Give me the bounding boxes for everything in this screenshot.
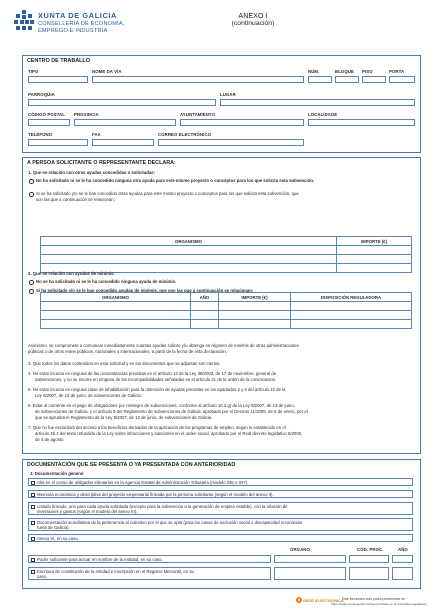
doc-row-tax-census[interactable] <box>28 478 413 486</box>
localidade-field[interactable] <box>308 119 415 126</box>
q2-option-yes-radio[interactable] <box>29 289 34 294</box>
doc-label: inversiones y gastos (según el modelo del anexo III). <box>37 509 138 514</box>
label-tipo: TIPO <box>28 69 39 74</box>
q1-option-yes-label-l2: son las que a continuación se relacionan: <box>36 197 115 202</box>
doc-checkbox[interactable] <box>31 493 35 497</box>
organo-field-2[interactable] <box>274 567 346 580</box>
org-department-line2: EMPREGO E INDUSTRIA <box>38 28 108 34</box>
q2-text: 2. Que en relación con ayudas de minimis: <box>28 271 115 276</box>
q1-option-yes-label-l1: Si se ha solicitado y/o se le han concedido otras ayudas para este mismo proyecto o conceptos para los que solicita esta subvención, que <box>36 191 299 196</box>
org-department-line1: CONSELLERÍA DE ECONOMÍA, <box>38 21 125 27</box>
sede-arrow-icon <box>296 597 302 603</box>
table-row[interactable] <box>41 255 412 264</box>
q2-option-yes-label: Si ha solicitado y/o se le han concedido ayudas de minimis, que son las que a continuación se relacionan: <box>36 288 254 293</box>
declaration-title: A PERSOA SOLICITANTE O REPRESENTANTE DECLARA: <box>27 160 176 166</box>
label-localidade: LOCALIDADE <box>308 112 338 117</box>
statement-4-l1: 4. No estar incursa en ninguna de las circunstancias previstas en el artículo 13 de la Ley 38/2003, de 17 de noviembre, general de <box>28 371 277 376</box>
label-fax: FAX <box>92 132 101 137</box>
minimis-aids-table <box>40 292 412 329</box>
statement-5-l2: Ley 9/2007, de 13 de junio, de subvenciones de Galicia. <box>35 393 142 398</box>
col-organismo: ORGANISMO <box>41 237 337 246</box>
xunta-logo <box>14 10 34 32</box>
label-porta: PORTA <box>389 69 405 74</box>
label-lugar: LUGAR <box>220 92 236 97</box>
doc-row-investment-list[interactable] <box>28 502 413 515</box>
annex-title: ANEXO I <box>238 11 268 20</box>
concello-field[interactable] <box>180 119 304 126</box>
doc-checkbox[interactable] <box>31 505 35 509</box>
col-organismo: ORGANISMO <box>41 293 191 302</box>
ano-field-1[interactable] <box>392 555 413 563</box>
label-email: CORREO ELECTRÓNICO <box>158 132 212 137</box>
parroquia-field[interactable] <box>28 99 216 106</box>
col-cod-proc: CÓD. PROC. <box>357 547 384 552</box>
q1-option-none-label: No ha solicitado ni se le ha concedido ninguna otra ayuda para este mismo proyecto o conceptos para los que solicita esta subvención. <box>36 178 315 183</box>
doc-label: Documentación acreditativa de la pertenencia al colectivo por el que se opta (para los casos de exclusión social o discapacidad reconocida <box>37 520 302 525</box>
doc-label: fuera de Galicia). <box>37 525 70 530</box>
q1-option-none-radio[interactable] <box>29 179 34 184</box>
label-parroquia: PARROQUIA <box>28 92 55 97</box>
col-ano: AÑO <box>191 293 219 302</box>
annex-subtitle: (continuación) <box>231 20 275 27</box>
num-field[interactable] <box>308 76 332 83</box>
col-importe: IMPORTE (€) <box>337 237 412 246</box>
statement-5-l1: 5. No estar incursa en ninguna clase de inhabilitación para la obtención de ayudas previstas en los apartados 2 y 3 del artículo 10 de la <box>28 387 286 392</box>
lugar-field[interactable] <box>220 99 415 106</box>
other-aids-table <box>40 236 412 273</box>
cp-field[interactable] <box>28 119 70 126</box>
ano-field-2[interactable] <box>392 567 413 580</box>
label-bloque: BLOQUE <box>335 69 354 74</box>
label-cp: CÓDIGO POSTAL <box>28 112 66 117</box>
table-row[interactable] <box>41 302 412 311</box>
col-importe: IMPORTE (€) <box>219 293 291 302</box>
q1-option-yes-radio[interactable] <box>29 192 34 197</box>
q1-text: 1. Que en relación con otras ayudas concedidas o solicitadas: <box>28 170 156 175</box>
sede-brand: SEDE ELECTRÓNICA <box>303 597 344 603</box>
bloque-field[interactable] <box>335 76 359 83</box>
col-ano: AÑO <box>398 547 408 552</box>
doc-row-deed[interactable] <box>28 567 271 580</box>
label-concello: AYUNTAMIENTO <box>180 112 216 117</box>
telefono-field[interactable] <box>28 139 88 146</box>
doc-checkbox[interactable] <box>31 558 35 562</box>
doc-label: Listado firmado, uno para cada ayuda solicitada (excepto para la subvención a la generación de empleo estable), con la relación de <box>37 504 288 509</box>
label-num: NÚM. <box>308 69 320 74</box>
doc-label: Alta en el censo de obligados tributarios en la Agencia Estatal de Administración Tributaria (modelo 036 o 037). <box>37 480 249 485</box>
workplace-title: CENTRO DE TRABALLO <box>27 58 90 64</box>
statement-6-l2: de subvenciones de Galicia, y el artículo 9 del Reglamento de subvenciones de Galicia, aprobado por el Decreto 11/2009, de 8 de enero, por el <box>35 409 308 414</box>
provincia-field[interactable] <box>74 119 176 126</box>
cod-proc-field-1[interactable] <box>349 555 389 563</box>
label-via: NOME DA VÍA <box>92 69 122 74</box>
col-disposicion: DISPOSICIÓN REGULADORA <box>291 293 412 302</box>
piso-field[interactable] <box>362 76 386 83</box>
doc-row-collective-proof[interactable] <box>28 518 413 531</box>
table-row[interactable] <box>41 246 412 255</box>
doc-label: Anexo VI, en su caso. <box>37 536 79 541</box>
table-row[interactable] <box>41 311 412 320</box>
doc-checkbox[interactable] <box>31 537 35 541</box>
label-telefono: TELÉFONO <box>28 132 53 137</box>
doc-row-annex-vi[interactable] <box>28 534 413 542</box>
q2-option-none-label: No se ha solicitado ni se le ha concedido ninguna ayuda de minimis. <box>36 279 177 284</box>
statement-6-l1: 6. Estar al corriente en el pago de obligaciones por reintegro de subvenciones, conforme al artículo 10.2.g) de la Ley 9/2007, de 13 de junio, <box>28 403 295 408</box>
documents-subtitle: 1. Documentación general <box>30 471 84 476</box>
statement-7-l3: de 4 de agosto. <box>35 437 65 442</box>
doc-label: Memoria económica y descriptiva del proyecto empresarial firmada por la persona solicitante (según el modelo del anexo II). <box>37 492 274 497</box>
doc-label: Poder suficiente para actuar en nombre de la entidad, en su caso. <box>37 557 163 562</box>
documents-title: DOCUMENTACIÓN QUE SE PRESENTA O YA PRESENTADA CON ANTERIORIDAD <box>27 462 236 468</box>
cod-proc-field-2[interactable] <box>349 567 389 580</box>
doc-checkbox[interactable] <box>31 521 35 525</box>
doc-checkbox[interactable] <box>31 481 35 485</box>
org-name: XUNTA DE GALICIA <box>38 11 117 20</box>
organo-field-1[interactable] <box>274 555 346 563</box>
statement-4-l2: subvenciones, y no se incurre en ninguna de las incompatibilidades señaladas en el artículo 21 de la orden de la convocatoria. <box>35 377 277 382</box>
statement-3: 3. Que todos los datos contenidos en esta solicitud y en los documentos que se adjuntan son ciertos. <box>28 361 221 366</box>
statement-7-l2: artículo 46.2 del texto refundido de la Ley sobre infracciones y sanciones en el orden social, aprobado por el Real decreto legislativo 5/2000, <box>35 431 303 436</box>
table-row[interactable] <box>41 320 412 329</box>
statement-6-l3: que se aprueba el Reglamento de la Ley 9/2007, de 13 de junio, de subvenciones de Galicia. <box>35 415 213 420</box>
commitment-text-l2: públicas o de otros entes públicos, nacionales o internacionales, a partir de la fecha de esta declaración. <box>28 349 227 354</box>
col-organo: ÓRGANO <box>290 547 310 552</box>
label-piso: PISO <box>362 69 373 74</box>
statement-7-l1: 7. Que no fue excluído/a del acceso a los beneficios derivados de la aplicación de los programas de empleo, según lo establecido en el <box>28 425 286 430</box>
doc-label: Escritura de constitución de la entidad e inscripción en el Registro Mercantil, en su <box>37 569 194 574</box>
doc-row-power-of-attorney[interactable] <box>28 555 271 563</box>
doc-label: caso. <box>37 574 48 579</box>
footer-note-l1: Este formulario sólo podrá presentarse en <box>342 597 406 601</box>
q2-option-none-radio[interactable] <box>29 280 34 285</box>
doc-row-business-memo[interactable] <box>28 490 413 498</box>
porta-field[interactable] <box>389 76 415 83</box>
fax-field[interactable] <box>92 139 154 146</box>
email-field[interactable] <box>158 139 304 146</box>
footer-note-l2: https://sede.xunta.gal las formas previstas en la normativa reguladora <box>331 602 427 606</box>
tipo-field[interactable] <box>28 76 88 83</box>
doc-checkbox[interactable] <box>31 570 35 574</box>
via-field[interactable] <box>92 76 304 83</box>
label-provincia: PROVINCIA <box>74 112 99 117</box>
commitment-text-l1: Asimismo, se compromete a comunicar inmediatamente cuantas ayudas solicite y/u obtenga en régimen de minimis de otras administraciones <box>28 343 299 348</box>
xunta-logo-icon <box>14 10 34 32</box>
